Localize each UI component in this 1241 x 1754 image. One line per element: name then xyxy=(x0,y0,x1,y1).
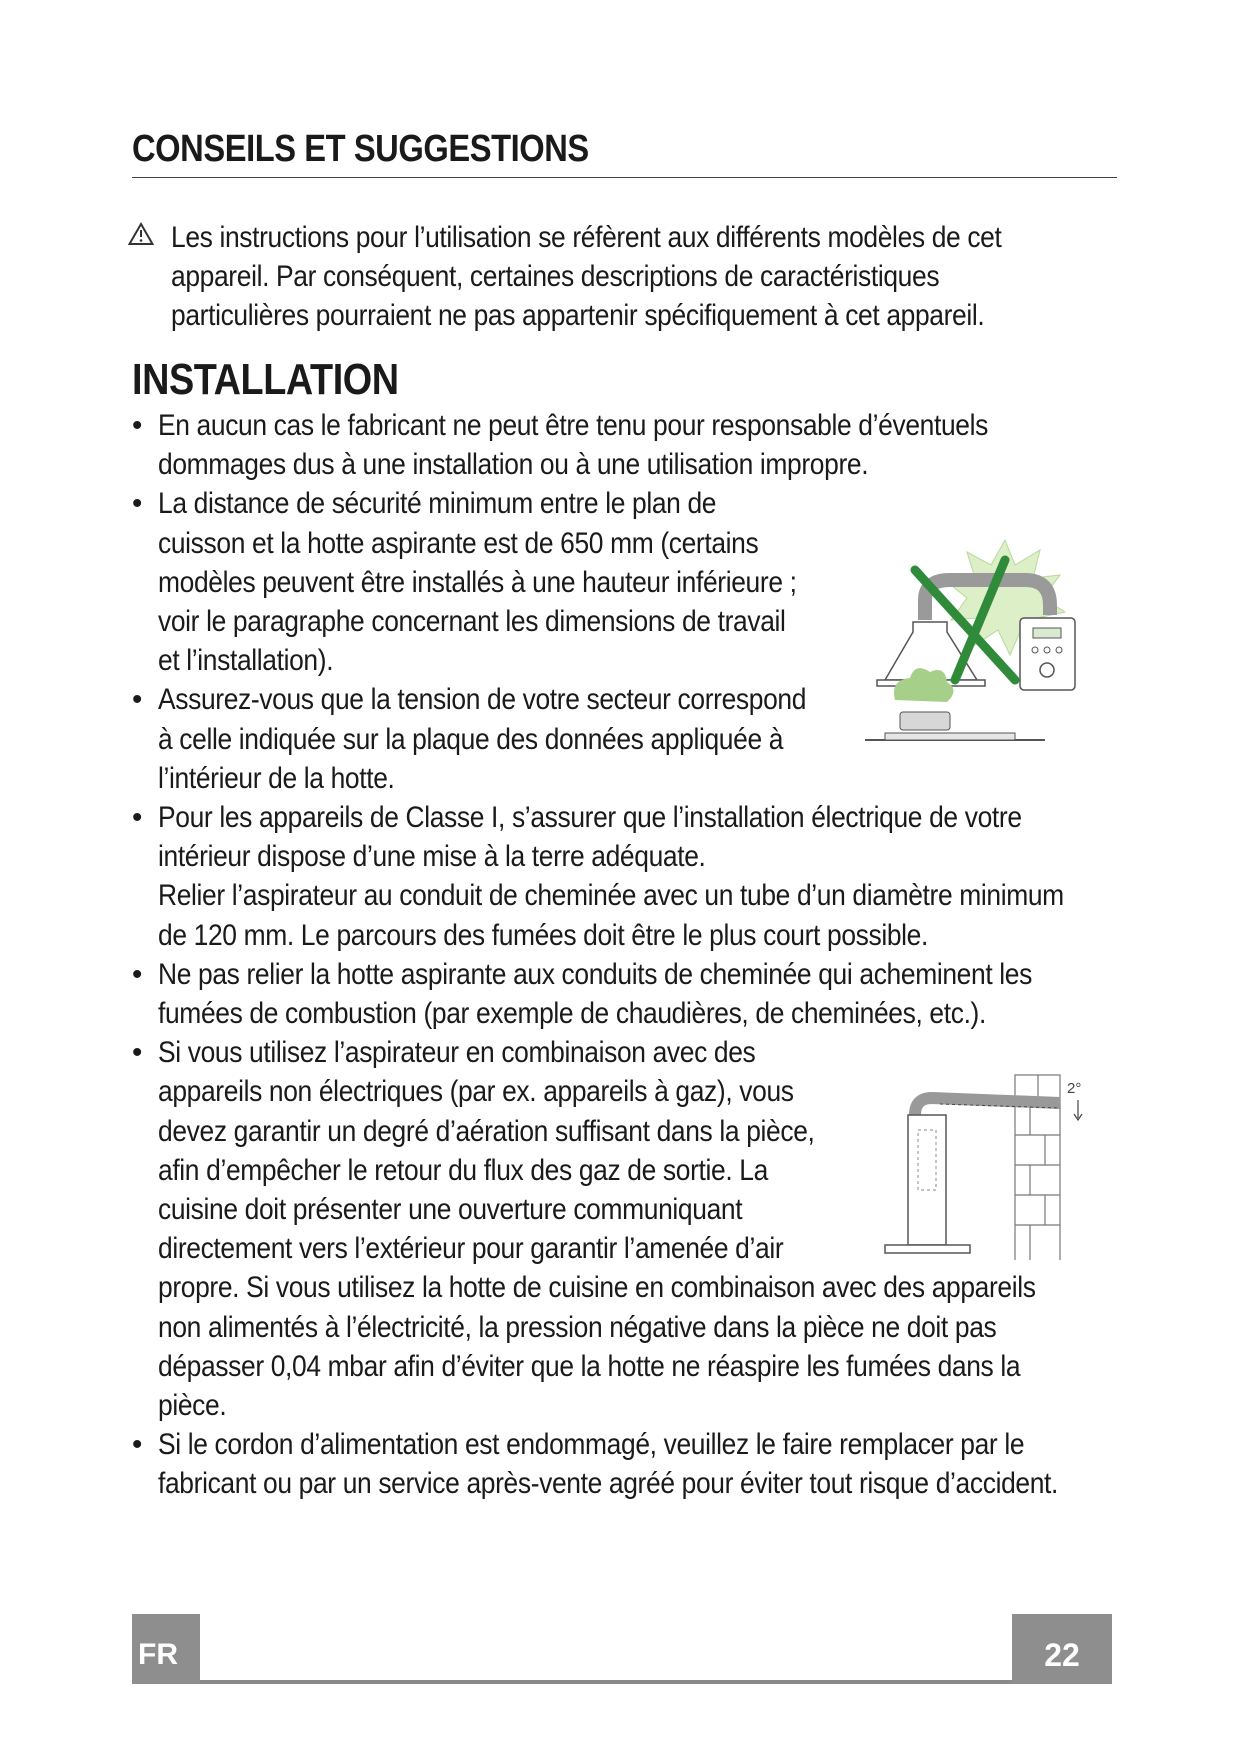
warning-line: particulières pourraient ne pas appartenir spécifiquement à cet appareil. xyxy=(171,299,985,332)
list-item: cuisson et la hotte aspirante est de 650 mm (certains xyxy=(158,526,759,560)
list-item: devez garantir un degré d’aération suffisant dans la pièce, xyxy=(158,1114,815,1148)
list-item: dépasser 0,04 mbar afin d’éviter que la hotte ne réaspire les fumées dans la xyxy=(158,1349,1021,1383)
list-item: • Pour les appareils de Classe I, s’assurer que l’installation électrique de votre xyxy=(132,798,1170,837)
list-item: • Si le cordon d’alimentation est endommagé, veuillez le faire remplacer par le xyxy=(132,1425,1170,1464)
bullet-marker: • xyxy=(132,1036,142,1070)
warning-line: appareil. Par conséquent, certaines descriptions de caractéristiques xyxy=(171,260,940,293)
list-item: appareils non électriques (par ex. appareils à gaz), vous xyxy=(158,1075,794,1109)
language-badge: FR xyxy=(132,1614,200,1684)
list-item: à celle indiquée sur la plaque des données appliquée à xyxy=(158,722,784,756)
list-item: afin d’empêcher le retour du flux des gaz de sortie. La xyxy=(158,1153,768,1187)
list-item: modèles peuvent être installés à une hauteur inférieure ; xyxy=(158,565,797,599)
list-item: • Si vous utilisez l’aspirateur en combinaison avec des xyxy=(132,1033,1170,1072)
list-item: • Assurez-vous que la tension de votre secteur correspond xyxy=(132,680,1170,719)
bullet-marker: • xyxy=(132,801,142,835)
list-item: propre. Si vous utilisez la hotte de cuisine en combinaison avec des appareils xyxy=(158,1271,1036,1305)
list-item: dommages dus à une installation ou à une utilisation impropre. xyxy=(158,448,869,482)
list-item: voir le paragraphe concernant les dimensions de travail xyxy=(158,605,786,639)
warning-triangle-icon xyxy=(128,222,154,246)
list-item: et l’installation). xyxy=(158,644,334,678)
list-item: • En aucun cas le fabricant ne peut être tenu pour responsable d’éventuels xyxy=(132,406,1170,445)
duct-slope-diagram xyxy=(880,1060,1095,1260)
list-item: directement vers l’extérieur pour garantir l’amenée d’air xyxy=(158,1232,784,1266)
footer-divider xyxy=(132,1680,1112,1684)
bullet-marker: • xyxy=(132,487,142,521)
list-item: fabricant ou par un service après-vente agréé pour éviter tout risque d’accident. xyxy=(158,1467,1059,1501)
page-title: CONSEILS ET SUGGESTIONS xyxy=(132,128,589,170)
list-item: cuisine doit présenter une ouverture communiquant xyxy=(158,1193,743,1227)
list-item: Relier l’aspirateur au conduit de cheminée avec un tube d’un diamètre minimum xyxy=(158,879,1064,913)
title-divider xyxy=(132,177,1117,178)
hood-crossed-out-illustration xyxy=(855,530,1095,760)
bullet-marker: • xyxy=(132,409,142,442)
list-item: • La distance de sécurité minimum entre le plan de xyxy=(132,484,1170,523)
bullet-marker: • xyxy=(132,1428,142,1462)
list-item: pièce. xyxy=(158,1389,227,1423)
list-item: intérieur dispose d’une mise à la terre adéquate. xyxy=(158,840,706,874)
bullet-marker: • xyxy=(132,683,142,717)
page-number: 22 xyxy=(1012,1614,1112,1684)
list-item: l’intérieur de la hotte. xyxy=(158,761,395,795)
warning-note xyxy=(171,218,1021,335)
list-item: non alimentés à l’électricité, la pression négative dans la pièce ne doit pas xyxy=(158,1310,997,1344)
bullet-marker: • xyxy=(132,957,142,991)
list-item: fumées de combustion (par exemple de chaudières, de cheminées, etc.). xyxy=(158,997,986,1031)
list-item: • Ne pas relier la hotte aspirante aux conduits de cheminée qui acheminent les xyxy=(132,955,1170,994)
angle-label: 2° xyxy=(1067,1080,1082,1097)
installation-title: INSTALLATION xyxy=(132,355,399,404)
list-item: de 120 mm. Le parcours des fumées doit être le plus court possible. xyxy=(158,918,928,952)
warning-line: Les instructions pour l’utilisation se réfèrent aux différents modèles de cet xyxy=(171,221,1002,254)
